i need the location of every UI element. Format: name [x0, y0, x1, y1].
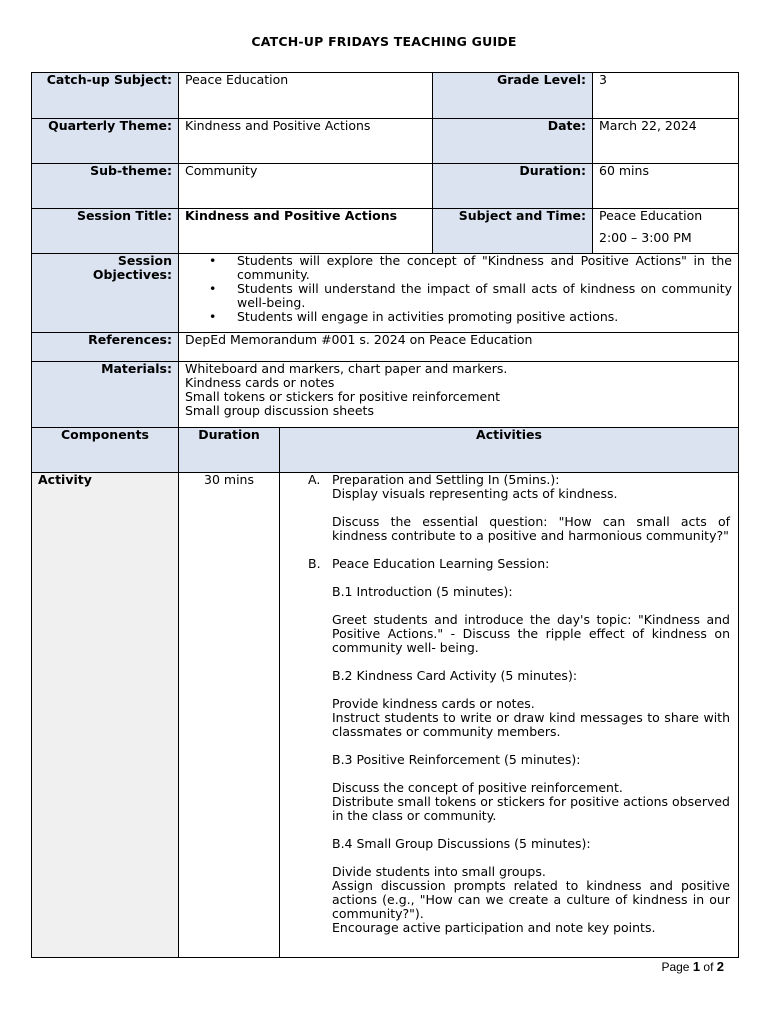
page-current: 1 [692, 959, 701, 974]
duration-label: Duration: [433, 164, 593, 209]
material-item: Small tokens or stickers for positive reinforcement [185, 389, 501, 404]
material-item: Whiteboard and markers, chart paper and markers. [185, 361, 508, 376]
info-row-theme [32, 119, 739, 164]
objective-item: • Students will understand the impact of small acts of kindness on community well-being. [209, 282, 732, 310]
document-title: CATCH-UP FRIDAYS TEACHING GUIDE [251, 34, 517, 49]
page-total: 2 [716, 959, 724, 974]
subject-value: Peace Education [179, 73, 433, 119]
subject-time-subject: Peace Education [599, 208, 703, 223]
b2-title: B.2 Kindness Card Activity (5 minutes): [332, 668, 578, 683]
b1-text: Greet students and introduce the day's topic: "Kindness and Positive Actions." - Discuss the ripple effect of kindness on community well- being. [332, 612, 730, 655]
references-label: References: [32, 333, 179, 362]
section-b-title: Peace Education Learning Session: [332, 556, 550, 571]
references-value: DepEd Memorandum #001 s. 2024 on Peace Education [179, 333, 739, 362]
subject-time-time: 2:00 – 3:00 PM [599, 230, 692, 245]
session-title-value: Kindness and Positive Actions [179, 209, 433, 254]
activity-row [32, 473, 739, 958]
activity-duration: 30 mins [179, 473, 280, 958]
material-item: Small group discussion sheets [185, 403, 374, 418]
page-of: of [703, 960, 714, 974]
b3-title: B.3 Positive Reinforcement (5 minutes): [332, 752, 581, 767]
theme-value: Kindness and Positive Actions [179, 119, 433, 164]
objectives-value [179, 254, 739, 333]
theme-label: Quarterly Theme: [32, 119, 179, 164]
date-value: March 22, 2024 [593, 119, 739, 164]
subtheme-value: Community [179, 164, 433, 209]
info-row-session-title [32, 209, 739, 254]
section-a-line: Discuss the essential question: "How can small acts of kindness contribute to a positive and harmonious community?" [332, 514, 730, 543]
objective-item: • Students will engage in activities promoting positive actions. [209, 310, 732, 324]
material-item: Kindness cards or notes [185, 375, 335, 390]
section-b [280, 557, 738, 935]
page-footer [661, 959, 724, 974]
section-a-title: Preparation and Settling In (5mins.): [332, 472, 560, 487]
grade-label: Grade Level: [433, 73, 593, 119]
materials-value [179, 362, 739, 429]
materials-label: Materials: [32, 362, 179, 429]
components-header: Components [32, 428, 179, 473]
subtheme-label: Sub-theme: [32, 164, 179, 209]
duration-value: 60 mins [593, 164, 739, 209]
b3-line: Distribute small tokens or stickers for positive actions observed in the class or community. [332, 794, 730, 823]
duration-header: Duration [179, 428, 280, 473]
subject-label: Catch-up Subject: [32, 73, 179, 119]
section-a [280, 473, 738, 557]
date-label: Date: [433, 119, 593, 164]
components-header-row [32, 428, 739, 473]
info-row-references [32, 333, 739, 362]
session-info-table [31, 72, 739, 429]
activity-details [280, 473, 739, 958]
info-row-materials [32, 362, 739, 429]
section-a-line: Display visuals representing acts of kindness. [332, 486, 618, 501]
b3-line: Discuss the concept of positive reinforcement. [332, 780, 623, 795]
objectives-label: Session Objectives: [32, 254, 179, 333]
b4-line: Divide students into small groups. [332, 864, 546, 879]
info-row-subject [32, 73, 739, 119]
section-b-marker: B. [308, 556, 321, 571]
page-word: Page [661, 960, 690, 974]
section-a-marker: A. [308, 472, 321, 487]
activities-header: Activities [280, 428, 739, 473]
subject-time-value [593, 209, 739, 254]
activity-component-label: Activity [32, 473, 179, 958]
b1-title: B.1 Introduction (5 minutes): [332, 584, 513, 599]
b4-line: Assign discussion prompts related to kindness and positive actions (e.g., "How can we create a culture of kindness in our community?"). [332, 878, 730, 921]
components-table [31, 427, 739, 958]
info-row-objectives [32, 254, 739, 333]
objective-item: • Students will explore the concept of "Kindness and Positive Actions" in the community. [209, 254, 732, 282]
b2-line: Instruct students to write or draw kind messages to share with classmates or community members. [332, 710, 730, 739]
b4-title: B.4 Small Group Discussions (5 minutes): [332, 836, 591, 851]
subject-time-label: Subject and Time: [433, 209, 593, 254]
objectives-list [185, 254, 732, 324]
b2-line: Provide kindness cards or notes. [332, 696, 535, 711]
session-title-label: Session Title: [32, 209, 179, 254]
b4-line: Encourage active participation and note key points. [332, 920, 656, 935]
grade-value: 3 [593, 73, 739, 119]
info-row-subtheme [32, 164, 739, 209]
